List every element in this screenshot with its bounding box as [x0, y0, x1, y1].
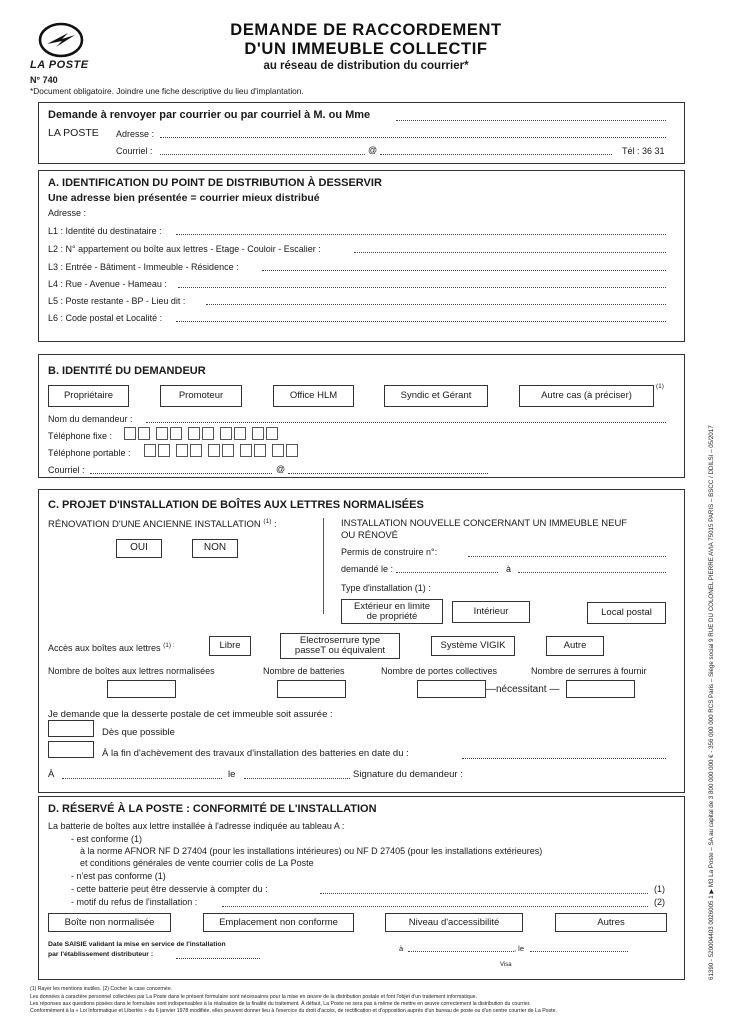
- permit-date-field[interactable]: [396, 572, 498, 573]
- permit-place-label: à: [506, 564, 512, 574]
- section-d-title: D. RÉSERVÉ À LA POSTE : CONFORMITÉ DE L'INSTALLATION: [48, 803, 377, 815]
- signature-label: Signature du demandeur :: [353, 769, 463, 780]
- count-batteries-label: Nombre de batteries: [263, 666, 345, 676]
- page-title-line-2: D'UN IMMEUBLE COLLECTIF: [244, 40, 488, 58]
- return-email-label: Courriel :: [116, 146, 153, 156]
- at-completion-label: À la fin d'achèvement des travaux d'installation des batteries en date du :: [102, 748, 409, 759]
- reason-other-button[interactable]: Autres: [555, 913, 667, 932]
- section-a-line-l4: L4 : Rue - Avenue - Hameau :: [48, 279, 167, 289]
- applicant-email-domain-field[interactable]: [288, 473, 488, 474]
- la-poste-bird-icon: [38, 22, 84, 58]
- count-mailboxes-label: Nombre de boîtes aux lettres normalisées: [48, 666, 215, 676]
- option-syndic-button[interactable]: Syndic et Gérant: [384, 385, 488, 407]
- return-email-user-field[interactable]: [160, 154, 365, 155]
- permit-label: Permis de construire n°:: [341, 547, 438, 557]
- renovation-yes-button[interactable]: OUI: [116, 539, 162, 558]
- return-email-at: @: [368, 145, 378, 155]
- count-doors-input[interactable]: [417, 680, 486, 698]
- entry-date-line-1: Date SAISIE validant la mise en service de l'installation: [48, 941, 226, 948]
- la-poste-logo: [30, 22, 110, 71]
- reason-location-button[interactable]: Emplacement non conforme: [203, 913, 354, 932]
- return-recipient-field[interactable]: [396, 120, 666, 121]
- signature-date-field[interactable]: [244, 778, 350, 779]
- footer-line-2: Les données à caractère personnel collectées par La Poste dans le présent formulaire sont nécessaires pour la mise en œuvre de la distribution postale et font l'objet d'un traitement informatique.: [30, 994, 477, 1000]
- option-other-button[interactable]: Autre cas (à préciser): [519, 385, 654, 407]
- not-compliant-line: - n'est pas conforme (1): [71, 871, 166, 881]
- signature-place-label: À: [48, 769, 55, 780]
- norm-line: à la norme AFNOR NF D 27404 (pour les installations intérieures) ou NF D 27405 (pour les installations extérieures): [80, 846, 543, 856]
- section-d-intro: La batterie de boîtes aux lettre installée à l'adresse indiquée au tableau A :: [48, 821, 345, 831]
- section-c-title: C. PROJET D'INSTALLATION DE BOÎTES AUX LETTRES NORMALISÉES: [48, 499, 424, 511]
- conditions-line: et conditions générales de vente courrier colis de La Poste: [80, 858, 314, 868]
- refusal-field[interactable]: [222, 906, 648, 907]
- access-other-button[interactable]: Autre: [546, 636, 604, 656]
- footer-line-4: Conformément à la « Loi Informatique et Libertés » du 6 janvier 1978 modifiée, elles peuvent donner lieu à l'exercice du droit d'accès, de rectification et d'opposition auprès d'un bureau de poste ou d'un centre courrier de La Poste.: [30, 1008, 557, 1014]
- renovation-no-button[interactable]: NON: [192, 539, 238, 558]
- section-a-line-l3: L3 : Entrée - Bâtiment - Immeuble - Résidence :: [48, 262, 239, 272]
- line-l3-field[interactable]: [262, 270, 666, 271]
- served-from-mark: (1): [654, 884, 665, 894]
- side-legal-text: 61390 - 520004403 0026005 1 ▶ M3 La Poste – SA au capital de 3 800 000 000 € - 356 000 000 RCS Paris – Siège social 9 RUE DU COLONEL PIERRE AVIA 75015 PARIS – BSCC / DDILSI – 05/2017: [708, 425, 715, 980]
- applicant-name-field[interactable]: [146, 422, 666, 423]
- applicant-email-label: Courriel :: [48, 465, 85, 475]
- obligatory-note: *Document obligatoire. Joindre une fiche descriptive du lieu d'implantation.: [30, 86, 304, 96]
- permit-requested-label: demandé le :: [341, 564, 394, 574]
- renovation-label: RÉNOVATION D'UNE ANCIENNE INSTALLATION $^{(1)}$ :: [48, 518, 277, 531]
- section-c-divider: [323, 518, 324, 614]
- phone-mobile-label: Téléphone portable :: [48, 448, 131, 458]
- served-from-field[interactable]: [320, 893, 648, 894]
- new-install-line-2: OU RÉNOVÉ: [341, 530, 399, 541]
- signature-date-label: le: [228, 769, 236, 780]
- served-from-label: - cette batterie peut être desservie à compter du :: [71, 884, 268, 894]
- install-type-postal-room-button[interactable]: Local postal: [587, 602, 666, 624]
- applicant-email-at: @: [276, 464, 286, 474]
- compliant-line: - est conforme (1): [71, 834, 143, 844]
- section-a-line-l6: L6 : Code postal et Localité :: [48, 313, 163, 323]
- entry-date-field[interactable]: [176, 958, 260, 959]
- line-l2-field[interactable]: [354, 252, 666, 253]
- option-other-footnote: (1): [656, 383, 664, 390]
- footer-line-3: Les réponses aux questions posées dans le formulaire sont indispensables à la réalisation de la finalité du traitement. À défaut, La Poste ne sera pas à même de mettre en œuvre correctement la distribution du courrier.: [30, 1001, 531, 1007]
- signature-place-field[interactable]: [62, 778, 222, 779]
- option-owner-button[interactable]: Propriétaire: [48, 385, 129, 407]
- visa-place-field[interactable]: [408, 951, 514, 952]
- section-a-title: A. IDENTIFICATION DU POINT DE DISTRIBUTION À DESSERVIR: [48, 177, 382, 189]
- option-developer-button[interactable]: Promoteur: [160, 385, 242, 407]
- visa-date-field[interactable]: [530, 951, 628, 952]
- install-type-interior-button[interactable]: Intérieur: [452, 601, 530, 623]
- refusal-mark: (2): [654, 897, 665, 907]
- logo-wordmark: LA POSTE: [30, 59, 89, 71]
- return-email-domain-field[interactable]: [380, 154, 612, 155]
- section-a-line-l1: L1 : Identité du destinataire :: [48, 226, 162, 236]
- completion-date-field[interactable]: [462, 758, 666, 759]
- at-completion-checkbox[interactable]: [48, 741, 94, 758]
- visa-place-label: à: [399, 944, 404, 953]
- permit-number-field[interactable]: [468, 556, 666, 557]
- reason-accessibility-button[interactable]: Niveau d'accessibilité: [385, 913, 523, 932]
- form-number: N° 740: [30, 75, 58, 85]
- applicant-email-user-field[interactable]: [90, 473, 272, 474]
- count-locks-label: Nombre de serrures à fournir: [531, 666, 647, 676]
- section-a-line-l2: L2 : N° appartement ou boîte aux lettres - Etage - Couloir - Escalier :: [48, 244, 321, 254]
- reason-non-standard-button[interactable]: Boîte non normalisée: [48, 913, 171, 932]
- visa-label: Visa: [500, 962, 512, 968]
- page-subtitle: au réseau de distribution du courrier*: [263, 60, 469, 72]
- count-locks-input[interactable]: [566, 680, 635, 698]
- line-l1-field[interactable]: [176, 234, 666, 235]
- section-a-address-label: Adresse :: [48, 208, 87, 218]
- request-text: Je demande que la desserte postale de cet immeuble soit assurée :: [48, 709, 333, 720]
- needing-label: —nécessitant —: [486, 684, 560, 695]
- return-phone: Tél : 36 31: [622, 146, 665, 156]
- access-label: Accès aux boîtes aux lettres $^{(1) :}$: [48, 642, 175, 653]
- applicant-name-label: Nom du demandeur :: [48, 414, 133, 424]
- new-install-line-1: INSTALLATION NOUVELLE CONCERNANT UN IMMEUBLE NEUF: [341, 518, 628, 529]
- line-l6-field[interactable]: [176, 321, 666, 322]
- return-heading: Demande à renvoyer par courrier ou par courriel à M. ou Mme: [48, 109, 371, 121]
- asap-label: Dès que possible: [102, 727, 175, 738]
- access-vigik-button[interactable]: Système VIGIK: [431, 636, 515, 656]
- phone-fixed-label: Téléphone fixe :: [48, 431, 113, 441]
- page-title-line-1: DEMANDE DE RACCORDEMENT: [230, 21, 502, 39]
- section-b-title: B. IDENTITÉ DU DEMANDEUR: [48, 365, 206, 377]
- return-address-label: Adresse :: [116, 129, 155, 139]
- line-l5-field[interactable]: [206, 304, 666, 305]
- return-address-field[interactable]: [160, 137, 666, 138]
- visa-date-label: , le: [514, 944, 525, 953]
- refusal-label: - motif du refus de l'installation :: [71, 897, 198, 907]
- return-org: LA POSTE: [48, 127, 99, 139]
- count-mailboxes-input[interactable]: [107, 680, 176, 698]
- count-batteries-input[interactable]: [277, 680, 346, 698]
- access-free-button[interactable]: Libre: [209, 636, 251, 656]
- section-a-slogan: Une adresse bien présentée = courrier mieux distribué: [48, 192, 320, 204]
- access-electro-lock-button[interactable]: Electroserrure type passeT ou équivalent: [280, 633, 400, 659]
- section-a-line-l5: L5 : Poste restante - BP - Lieu dit :: [48, 296, 186, 306]
- install-type-exterior-button[interactable]: Extérieur en limite de propriété: [341, 599, 443, 624]
- entry-date-line-2: par l'établissement distributeur :: [48, 951, 154, 958]
- count-doors-label: Nombre de portes collectives: [381, 666, 498, 676]
- option-hlm-button[interactable]: Office HLM: [273, 385, 354, 407]
- line-l4-field[interactable]: [178, 287, 666, 288]
- install-type-label: Type d'installation (1) :: [341, 583, 431, 593]
- asap-checkbox[interactable]: [48, 720, 94, 737]
- footer-line-1: (1) Rayer les mentions inutiles. (2) Cocher la case concernée.: [30, 986, 173, 992]
- permit-place-field[interactable]: [518, 572, 666, 573]
